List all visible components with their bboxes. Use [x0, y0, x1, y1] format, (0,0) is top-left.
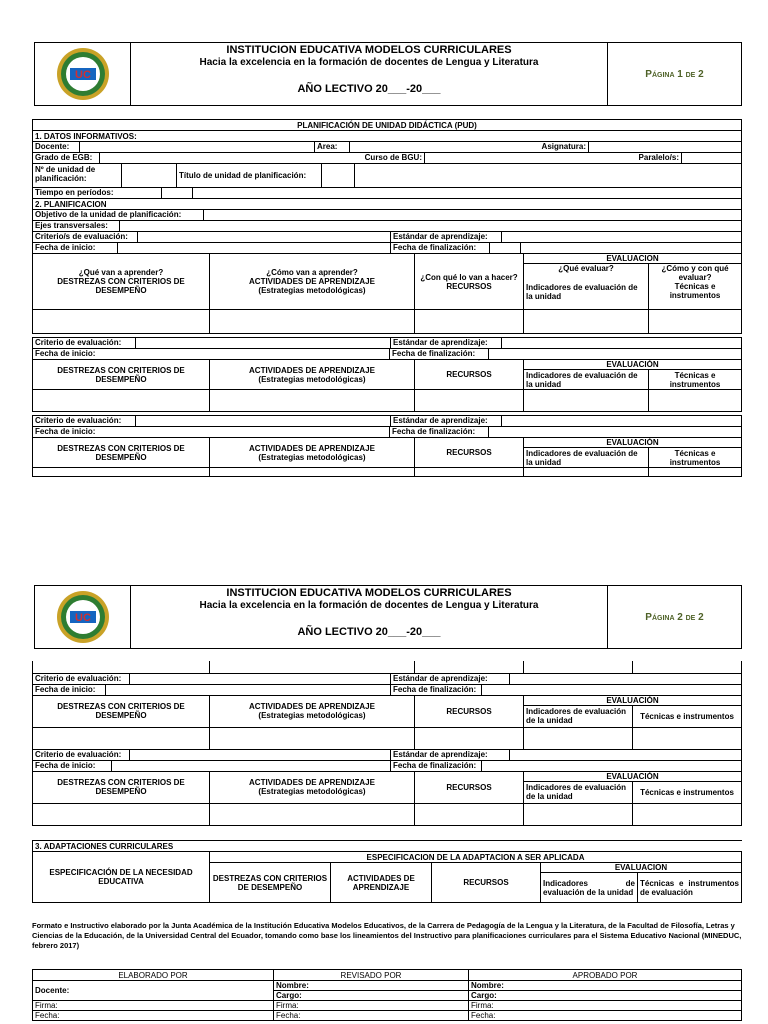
estandar-label: Estándar de aprendizaje: [391, 338, 502, 348]
col-actividades: ACTIVIDADES DE APRENDIZAJE [331, 863, 432, 903]
col-actividades: ACTIVIDADES DE APRENDIZAJE (Estrategias metodológicas) [210, 771, 415, 803]
fecha-fin-field[interactable] [490, 243, 521, 253]
firma-label: Firma: [33, 1001, 274, 1011]
cell[interactable] [210, 727, 415, 749]
curso-field[interactable] [425, 153, 625, 163]
col-recursos: RECURSOS [432, 863, 541, 903]
pud-title: PLANIFICACIÓN DE UNIDAD DIDÁCTICA (PUD) [33, 120, 742, 131]
num-unidad-label: Nº de unidad de planificación: [33, 164, 122, 187]
col-destrezas: DESTREZAS CON CRITERIOS DE DESEMPEÑO [210, 863, 331, 903]
criterio-field[interactable] [130, 750, 391, 760]
fecha-inicio-label: Fecha de inicio: [33, 427, 390, 437]
col-tecnicas: Técnicas e instrumentos [633, 705, 742, 727]
firma-label: Firma: [469, 1001, 742, 1011]
school-year: AÑO LECTIVO 20___-20___ [297, 83, 441, 95]
institution-name: INSTITUCION EDUCATIVA MODELOS CURRICULARES [226, 44, 512, 56]
evaluacion-header: EVALUACION [541, 863, 742, 873]
grado-label: Grado de EGB: [33, 153, 100, 163]
paralelo-field[interactable] [682, 153, 741, 163]
adaptacion-header: ESPECIFICACION DE LA ADAPTACION A SER APLICADA [210, 852, 742, 863]
evaluacion-header: EVALUACIÓN [524, 771, 742, 781]
col-recursos: RECURSOS [415, 695, 524, 727]
col-tecnicas: Técnicas e instrumentos de evaluación [638, 873, 742, 903]
criterio-label: Criterio de evaluación: [33, 674, 130, 684]
cell[interactable] [524, 727, 633, 749]
fecha-label: Fecha: [33, 1011, 274, 1021]
signature-table [32, 969, 742, 1021]
cell[interactable] [415, 390, 524, 412]
col-destrezas: DESTREZAS CON CRITERIOS DE DESEMPEÑO [33, 771, 210, 803]
asignatura-field[interactable] [589, 142, 741, 152]
cell[interactable] [210, 803, 415, 825]
titulo-unidad-field[interactable] [322, 164, 355, 187]
fecha-inicio-field[interactable] [112, 761, 391, 771]
format-note: Formato e Instructivo elaborado por la Junta Académica de la Institución Educativa Modelos Educativos, de la Carrera de Pedagogía de la Lengua y la Literatura, de la Facultad de Filosofía, Letras y Ciencias de la Educación, de la Universidad Central del Ecuador, tomando como base los lineamientos del Instructivo para planificaciones curriculares para el Sistema Educativo Nacional (MINEDUC, febrero 2017) [32, 921, 742, 950]
estandar-label: Estándar de aprendizaje: [391, 416, 502, 426]
fecha-inicio-label: Fecha de inicio: [33, 243, 118, 253]
col-tecnicas: Técnicas e instrumentos [649, 370, 742, 390]
institution-logo [35, 43, 131, 105]
cell[interactable] [33, 468, 210, 477]
adaptaciones-table [32, 840, 742, 903]
cell[interactable] [649, 390, 742, 412]
num-unidad-field[interactable] [122, 164, 177, 187]
docente-field[interactable] [80, 142, 315, 152]
docente-label: Docente: [33, 142, 80, 152]
col-recursos: RECURSOS [415, 438, 524, 468]
col-tecnicas: ¿Cómo y con qué evaluar? Técnicas e instrumentos [649, 264, 742, 310]
paralelo-label: Paralelo/s: [625, 153, 682, 163]
cell[interactable] [649, 468, 742, 477]
col-actividades: ¿Cómo van a aprender? ACTIVIDADES DE APRENDIZAJE (Estrategias metodológicas) [210, 254, 415, 310]
col-indicadores: Indicadores de evaluación de la unidad [524, 448, 649, 468]
cargo-label: Cargo: [274, 991, 469, 1001]
elaborado-header: ELABORADO POR [33, 970, 274, 981]
cargo-label: Cargo: [469, 991, 742, 1001]
ejes-field[interactable] [120, 221, 741, 231]
institution-name: INSTITUCION EDUCATIVA MODELOS CURRICULARES [226, 587, 512, 599]
col-recursos: RECURSOS [415, 360, 524, 390]
page-number: Página 2 de 2 [607, 586, 741, 648]
cell[interactable] [633, 661, 742, 673]
fecha-inicio-label: Fecha de inicio: [33, 761, 112, 771]
objetivo-field[interactable] [204, 210, 741, 220]
docente-label: Docente: [33, 981, 274, 1001]
criterio-field[interactable] [136, 416, 391, 426]
col-indicadores: Indicadores de evaluación de la unidad [524, 370, 649, 390]
cell[interactable] [33, 661, 210, 673]
col-indicadores: ¿Qué evaluar? Indicadores de evaluación de la unidad [524, 264, 649, 310]
col-actividades: ACTIVIDADES DE APRENDIZAJE (Estrategias metodológicas) [210, 360, 415, 390]
page1-header [34, 42, 742, 106]
evaluacion-header: EVALUACIÓN [524, 438, 742, 448]
estandar-label: Estándar de aprendizaje: [391, 674, 510, 684]
col-actividades: ACTIVIDADES DE APRENDIZAJE (Estrategias metodológicas) [210, 438, 415, 468]
col-destrezas: ¿Qué van a aprender? DESTREZAS CON CRITERIOS DE DESEMPEÑO [33, 254, 210, 310]
fecha-fin-label: Fecha de finalización: [390, 427, 489, 437]
criterios-field[interactable] [138, 232, 391, 242]
page-number: Página 1 de 2 [607, 43, 741, 105]
area-label: Area: [315, 142, 350, 152]
cell[interactable] [524, 468, 649, 477]
section-datos: 1. DATOS INFORMATIVOS: [33, 131, 742, 142]
col-indicadores: Indicadores de evaluación de la unidad [524, 705, 633, 727]
fecha-fin-label: Fecha de finalización: [390, 349, 489, 359]
criterio-field[interactable] [136, 338, 391, 348]
institution-subtitle: Hacia la excelencia en la formación de docentes de Lengua y Literatura [199, 600, 539, 611]
col-destrezas: DESTREZAS CON CRITERIOS DE DESEMPEÑO [33, 695, 210, 727]
nombre-label: Nombre: [469, 981, 742, 991]
estandar-label: Estándar de aprendizaje: [391, 750, 510, 760]
col-actividades: ACTIVIDADES DE APRENDIZAJE (Estrategias metodológicas) [210, 695, 415, 727]
col-recursos: ¿Con qué lo van a hacer? RECURSOS [415, 254, 524, 310]
estandar-field[interactable] [502, 338, 741, 348]
estandar-label: Estándar de aprendizaje: [391, 232, 502, 242]
col-destrezas: DESTREZAS CON CRITERIOS DE DESEMPEÑO [33, 438, 210, 468]
section-adaptaciones: 3. ADAPTACIONES CURRICULARES [33, 841, 742, 852]
fecha-label: Fecha: [274, 1011, 469, 1021]
titulo-unidad-label: Título de unidad de planificación: [177, 164, 322, 187]
cell[interactable] [415, 803, 524, 825]
fecha-label: Fecha: [469, 1011, 742, 1021]
revisado-header: REVISADO POR [274, 970, 469, 981]
criterio-label: Criterio de evaluación: [33, 416, 136, 426]
svg-text:UC: UC [75, 612, 91, 624]
criterio-field[interactable] [130, 674, 391, 684]
nombre-label: Nombre: [274, 981, 469, 991]
col-recursos: RECURSOS [415, 771, 524, 803]
cell[interactable] [633, 727, 742, 749]
objetivo-label: Objetivo de la unidad de planificación: [33, 210, 204, 220]
fecha-fin-label: Fecha de finalización: [391, 243, 490, 253]
cell[interactable] [415, 468, 524, 477]
col-necesidad: ESPECIFICACIÓN DE LA NECESIDAD EDUCATIVA [33, 852, 210, 903]
asignatura-label: Asignatura: [530, 142, 589, 152]
school-year: AÑO LECTIVO 20___-20___ [297, 626, 441, 638]
institution-logo [35, 586, 131, 648]
section-planificacion: 2. PLANIFICACION [33, 199, 742, 210]
cell[interactable] [524, 310, 649, 334]
tiempo-field[interactable] [162, 188, 193, 198]
grado-field[interactable] [100, 153, 348, 163]
page2-header [34, 585, 742, 649]
tiempo-label: Tiempo en períodos: [33, 188, 162, 198]
col-tecnicas: Técnicas e instrumentos [633, 781, 742, 803]
cell[interactable] [524, 390, 649, 412]
estandar-field[interactable] [502, 232, 741, 242]
fecha-inicio-field[interactable] [106, 685, 391, 695]
fecha-inicio-field[interactable] [118, 243, 391, 253]
estandar-field[interactable] [502, 416, 741, 426]
cell[interactable] [210, 390, 415, 412]
cell[interactable] [649, 310, 742, 334]
cell[interactable] [210, 468, 415, 477]
cell[interactable] [33, 390, 210, 412]
institution-subtitle: Hacia la excelencia en la formación de docentes de Lengua y Literatura [199, 57, 539, 68]
evaluacion-header: EVALUACIÓN [524, 360, 742, 370]
svg-text:UC: UC [75, 69, 91, 81]
fecha-fin-label: Fecha de finalización: [391, 685, 482, 695]
aprobado-header: APROBADO POR [469, 970, 742, 981]
cell[interactable] [524, 803, 633, 825]
col-tecnicas: Técnicas e instrumentos [649, 448, 742, 468]
fecha-inicio-label: Fecha de inicio: [33, 685, 106, 695]
col-destrezas: DESTREZAS CON CRITERIOS DE DESEMPEÑO [33, 360, 210, 390]
cell[interactable] [210, 310, 415, 334]
pud-table [32, 119, 742, 477]
cell[interactable] [210, 661, 415, 673]
criterio-label: Criterio de evaluación: [33, 750, 130, 760]
cell[interactable] [415, 661, 524, 673]
evaluacion-header: EVALUACION [524, 254, 742, 264]
cell[interactable] [33, 803, 210, 825]
fecha-inicio-label: Fecha de inicio: [33, 349, 390, 359]
col-indicadores: Indicadores de evaluación de la unidad [524, 781, 633, 803]
firma-label: Firma: [274, 1001, 469, 1011]
cell[interactable] [524, 661, 633, 673]
cell[interactable] [33, 727, 210, 749]
criterio-label: Criterio de evaluación: [33, 338, 136, 348]
col-indicadores: Indicadores de evaluación de la unidad [541, 873, 638, 903]
area-field[interactable] [350, 142, 530, 152]
fecha-fin-label: Fecha de finalización: [391, 761, 482, 771]
cell[interactable] [415, 727, 524, 749]
cell[interactable] [33, 310, 210, 334]
criterios-label: Criterio/s de evaluación: [33, 232, 138, 242]
evaluacion-header: EVALUACIÓN [524, 695, 742, 705]
pud-table-continued [32, 661, 742, 826]
ejes-label: Ejes transversales: [33, 221, 120, 231]
cell[interactable] [415, 310, 524, 334]
cell[interactable] [633, 803, 742, 825]
curso-label: Curso de BGU: [348, 153, 425, 163]
